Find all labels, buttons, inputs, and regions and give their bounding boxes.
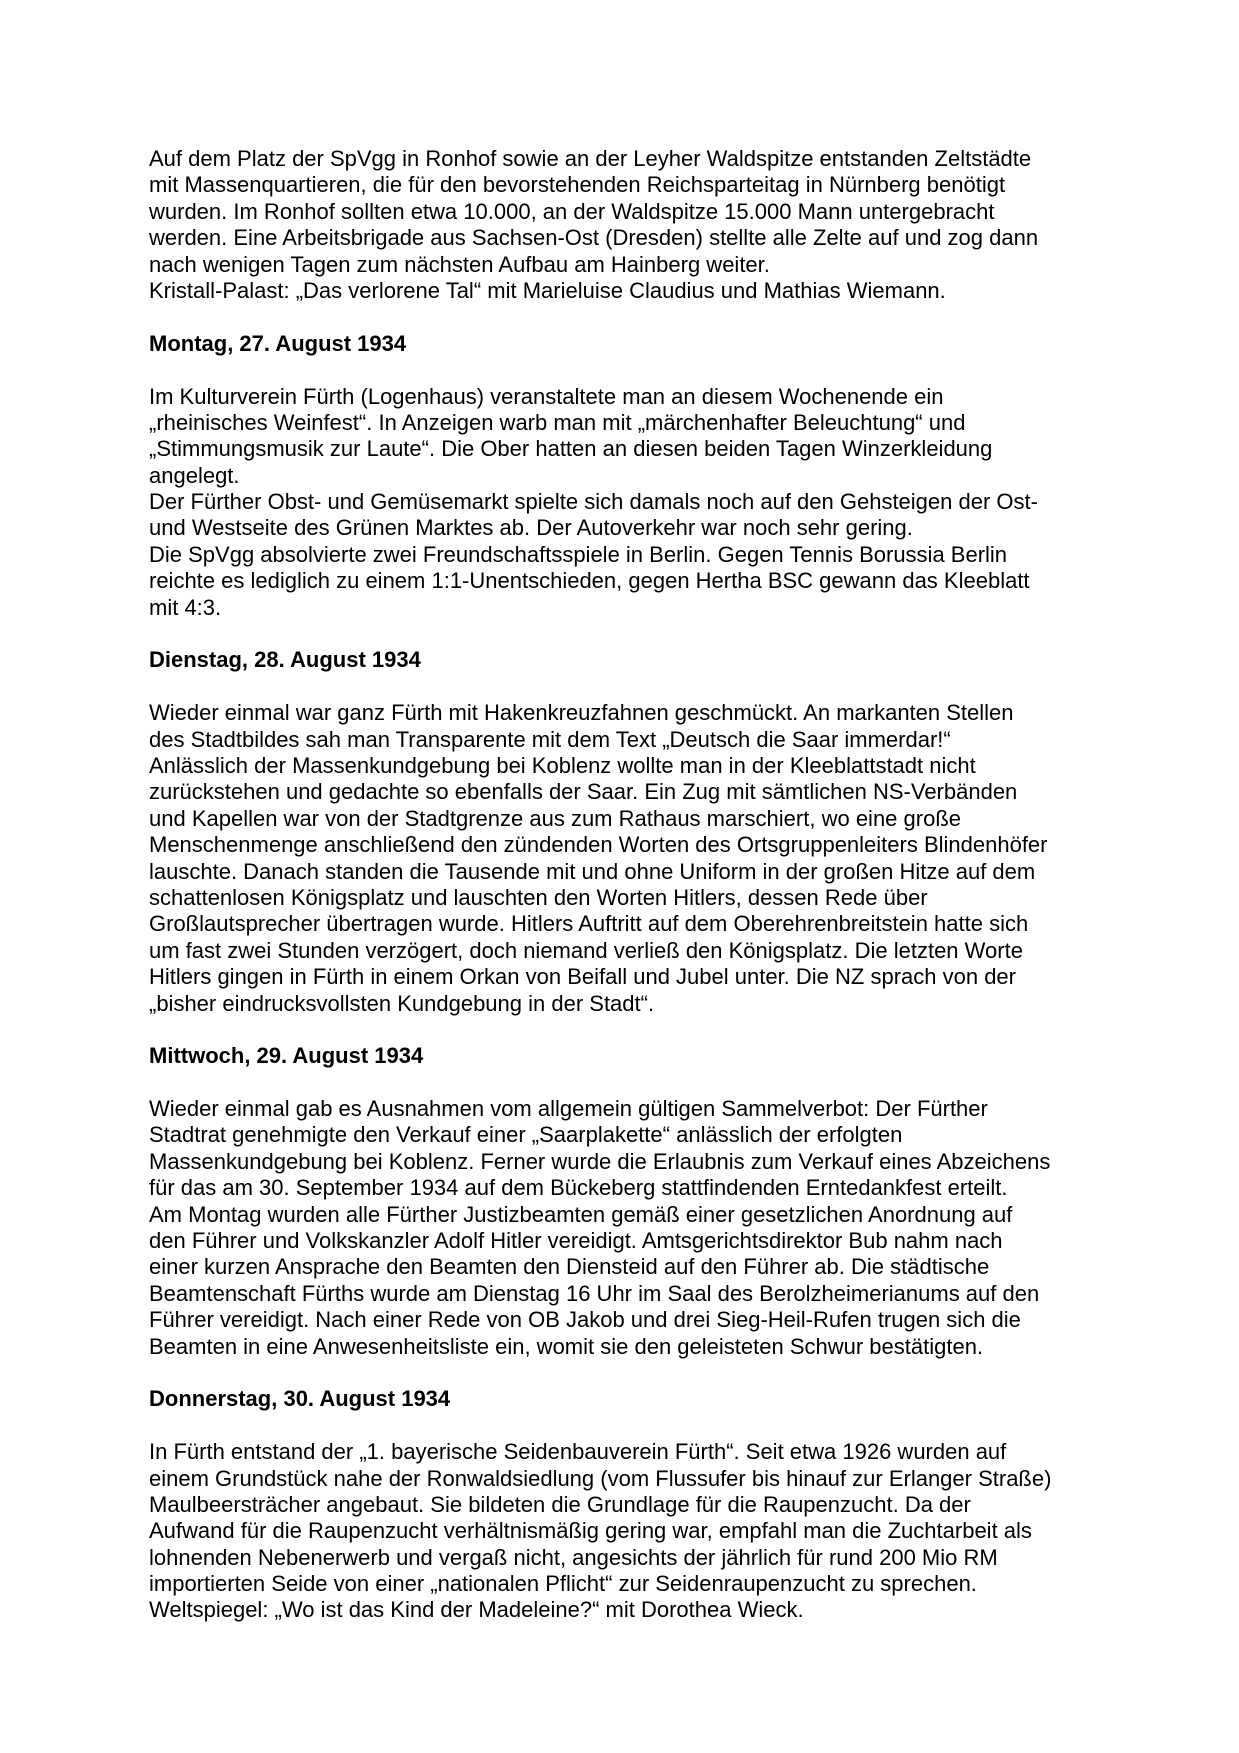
text-line: Beamten in eine Anwesenheitsliste ein, womit sie den geleisteten Schwur bestätigten. [149,1333,984,1359]
text-line: „bisher eindrucksvollsten Kundgebung in der Stadt“. [149,990,655,1016]
document-page [149,146,1139,1624]
text-line: Auf dem Platz der SpVgg in Ronhof sowie an der Leyher Waldspitze entstanden Zeltstädte [149,146,1032,171]
text-line: Wieder einmal gab es Ausnahmen vom allgemein gültigen Sammelverbot: Der Fürther [149,1096,988,1122]
text-line: Im Kulturverein Fürth (Logenhaus) veranstaltete man an diesem Wochenende ein [149,383,944,409]
text-line: wurden. Im Ronhof sollten etwa 10.000, an der Waldspitze 15.000 Mann untergebracht [149,198,995,224]
text-line: werden. Eine Arbeitsbrigade aus Sachsen-Ost (Dresden) stellte alle Zelte auf und zog dann [149,225,1039,251]
text-line: lohnenden Nebenerwerb und vergaß nicht, angesichts der jährlich für rund 200 Mio RM [149,1544,998,1570]
text-line: schattenlosen Königsplatz und lauschten den Worten Hitlers, dessen Rede über [149,884,928,910]
text-line: Am Montag wurden alle Fürther Justizbeamten gemäß einer gesetzlichen Anordnung auf [149,1201,1013,1227]
text-line: Aufwand für die Raupenzucht verhältnismäßig gering war, empfahl man die Zuchtarbeit als [149,1518,1032,1544]
text-line: Die SpVgg absolvierte zwei Freundschaftsspiele in Berlin. Gegen Tennis Borussia Berlin [149,541,1008,567]
text-line: Kristall-Palast: „Das verlorene Tal“ mit Marieluise Claudius und Mathias Wiemann. [149,277,946,303]
document-section [149,647,1139,1016]
text-line: Großlautsprecher übertragen wurde. Hitlers Auftritt auf dem Oberehrenbreitstein hatte sich [149,911,1029,937]
text-line: mit Massenquartieren, die für den bevorstehenden Reichsparteitag in Nürnberg benötigt [149,172,1006,198]
text-line: den Führer und Volkskanzler Adolf Hitler vereidigt. Amtsgerichtsdirektor Bub nahm nach [149,1228,1003,1254]
section-heading: Mittwoch, 29. August 1934 [149,1043,424,1069]
text-line: für das am 30. September 1934 auf dem Bückeberg stattfindenden Erntedankfest erteilt. [149,1175,1008,1201]
text-line: angelegt. [149,462,240,488]
text-line: mit 4:3. [149,594,222,620]
text-line: importierten Seide von einer „nationalen Pflicht“ zur Seidenraupenzucht zu sprechen. [149,1571,977,1597]
text-line: Beamtenschaft Fürths wurde am Dienstag 16 Uhr im Saal des Berolzheimerianums auf den [149,1280,1040,1306]
section-heading: Donnerstag, 30. August 1934 [149,1386,451,1412]
text-line: Maulbeersträcher angebaut. Sie bildeten die Grundlage für die Raupenzucht. Da der [149,1491,971,1517]
text-line: „Stimmungsmusik zur Laute“. Die Ober hatten an diesen beiden Tagen Winzerkleidung [149,436,993,462]
text-line: Weltspiegel: „Wo ist das Kind der Madeleine?“ mit Dorothea Wieck. [149,1597,804,1623]
text-line: Der Fürther Obst- und Gemüsemarkt spielte sich damals noch auf den Gehsteigen der Ost- [149,489,1038,515]
text-line: einer kurzen Ansprache den Beamten den Diensteid auf den Führer ab. Die städtische [149,1254,990,1280]
text-line: Führer vereidigt. Nach einer Rede von OB Jakob und drei Sieg-Heil-Rufen trugen sich die [149,1307,1021,1333]
document-section [149,146,1139,304]
text-line: Wieder einmal war ganz Fürth mit Hakenkreuzfahnen geschmückt. An markanten Stellen [149,700,1014,726]
text-line: „rheinisches Weinfest“. In Anzeigen warb man mit „märchenhafter Beleuchtung“ und [149,409,966,435]
text-line: In Fürth entstand der „1. bayerische Seidenbauverein Fürth“. Seit etwa 1926 wurden auf [149,1439,1007,1465]
document-section [149,331,1139,621]
text-line: einem Grundstück nahe der Ronwaldsiedlung (vom Flussufer bis hinauf zur Erlanger Straße) [149,1465,1052,1491]
text-line: Anlässlich der Massenkundgebung bei Koblenz wollte man in der Kleeblattstadt nicht [149,752,976,778]
document-section [149,1043,1139,1360]
text-line: reichte es lediglich zu einem 1:1-Unentschieden, gegen Hertha BSC gewann das Kleeblatt [149,568,1030,594]
document-section [149,1386,1139,1624]
section-heading: Montag, 27. August 1934 [149,330,407,356]
text-line: und Kapellen war von der Stadtgrenze aus zum Rathaus marschiert, wo eine große [149,805,961,831]
text-line: Stadtrat genehmigte den Verkauf einer „Saarplakette“ anlässlich der erfolgten [149,1122,903,1148]
text-line: Menschenmenge anschließend den zündenden Worten des Ortsgruppenleiters Blindenhöfer [149,832,1048,858]
text-line: um fast zwei Stunden verzögert, doch niemand verließ den Königsplatz. Die letzten Worte [149,937,1023,963]
text-line: Hitlers gingen in Fürth in einem Orkan von Beifall und Jubel unter. Die NZ sprach von der [149,964,1016,990]
text-line: zurückstehen und gedachte so ebenfalls der Saar. Ein Zug mit sämtlichen NS-Verbänden [149,779,1018,805]
text-line: und Westseite des Grünen Marktes ab. Der Autoverkehr war noch sehr gering. [149,515,913,541]
text-line: nach wenigen Tagen zum nächsten Aufbau am Hainberg weiter. [149,251,770,277]
section-heading: Dienstag, 28. August 1934 [149,647,421,673]
text-line: Massenkundgebung bei Koblenz. Ferner wurde die Erlaubnis zum Verkauf eines Abzeichens [149,1148,1051,1174]
text-line: lauschte. Danach standen die Tausende mit und ohne Uniform in der großen Hitze auf dem [149,858,1036,884]
text-line: des Stadtbildes sah man Transparente mit dem Text „Deutsch die Saar immerdar!“ [149,726,951,752]
